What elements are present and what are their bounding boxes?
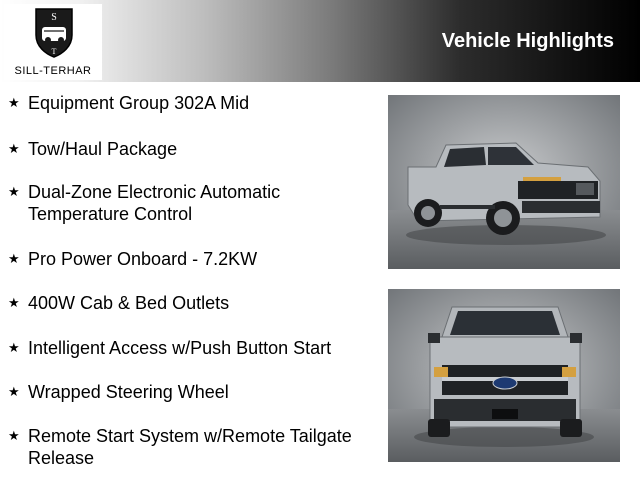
- list-item: [8, 92, 378, 114]
- highlight-text: Equipment Group 302A Mid: [28, 93, 250, 113]
- shield-letter-s: S: [51, 12, 57, 23]
- vehicle-photo-side[interactable]: [388, 95, 620, 269]
- list-item: [8, 292, 378, 314]
- dealer-logo[interactable]: [4, 4, 102, 80]
- list-item: [8, 337, 378, 359]
- header-banner: [0, 0, 640, 82]
- page-title: Vehicle Highlights: [441, 30, 614, 52]
- star-icon: ★: [8, 428, 20, 443]
- list-item: [8, 381, 378, 403]
- list-item: [8, 425, 378, 469]
- highlight-text: Tow/Haul Package: [28, 139, 178, 159]
- highlight-text: Dual-Zone Electronic Automatic Temperature Control: [28, 182, 281, 224]
- star-icon: ★: [8, 184, 20, 199]
- star-icon: ★: [8, 340, 20, 355]
- highlight-text: Wrapped Steering Wheel: [28, 382, 229, 402]
- list-item: [8, 138, 378, 160]
- vehicle-photo-front[interactable]: [388, 289, 620, 462]
- star-icon: ★: [8, 295, 20, 310]
- list-item: [8, 181, 378, 225]
- star-icon: ★: [8, 95, 20, 110]
- highlight-text: Intelligent Access w/Push Button Start: [28, 338, 332, 358]
- highlight-text: Pro Power Onboard - 7.2KW: [28, 249, 258, 269]
- shield-logo-icon: [32, 7, 76, 59]
- star-icon: ★: [8, 251, 20, 266]
- truck-front-photo-icon: [388, 289, 620, 462]
- logo-wordmark: SILL-TERHAR: [14, 65, 92, 77]
- star-icon: ★: [8, 141, 20, 156]
- list-item: [8, 248, 378, 270]
- star-icon: ★: [8, 384, 20, 399]
- highlight-text: 400W Cab & Bed Outlets: [28, 293, 230, 313]
- shield-letter-t: T: [51, 47, 57, 56]
- truck-side-photo-icon: [388, 95, 620, 269]
- highlight-text: Remote Start System w/Remote Tailgate Release: [28, 426, 352, 468]
